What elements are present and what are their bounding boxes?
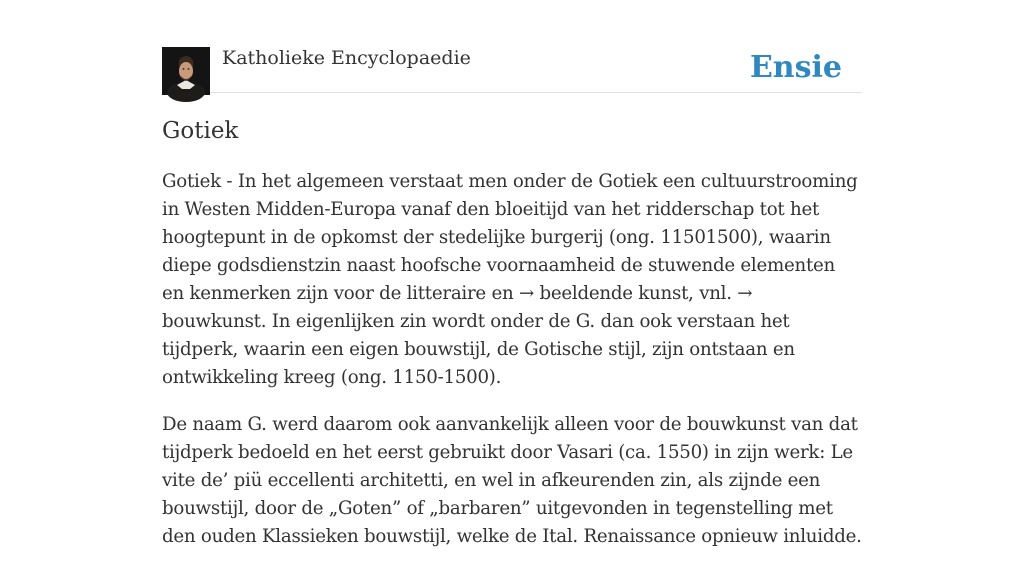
portrait-icon xyxy=(162,47,210,95)
site-header xyxy=(162,46,862,93)
article-paragraph-1: Gotiek - In het algemeen verstaat men onder de Gotiek een cultuurstrooming in Westen Midden-Europa vanaf den bloeitijd van het ridderschap tot het hoogtepunt in de opkomst der stedelijke burgerij (ong. 11501500), waarin diepe godsdienstzin naast hoofsche voornaamheid de stuwende elementen en kenmerken zijn voor de litteraire en → beeldende kunst, vnl. → bouwkunst. In eigenlijken zin wordt onder de G. dan ook verstaan het tijdperk, waarin een eigen bouwstijl, de Gotische stijl, zijn ontstaan en ontwikkeling kreeg (ong. 1150-1500). xyxy=(162,171,858,388)
portrait-avatar[interactable] xyxy=(162,47,210,95)
article-body xyxy=(162,168,862,570)
article-paragraph-2: De naam G. werd daarom ook aanvankelijk alleen voor de bouwkunst van dat tijdperk bedoeld en het eerst gebruikt door Vasari (ca. 1550) in zijn werk: Le vite de’ piü eccellenti architetti, en wel in afkeurenden zin, als zijnde een bouwstijl, door de „Goten” of „barbaren” uitgevonden in tegenstelling met den ouden Klassieken bouwstijl, welke de Ital. Renaissance opnieuw inluidde. xyxy=(162,414,862,547)
site-name[interactable]: Katholieke Encyclopaedie xyxy=(222,47,471,69)
page-title: Gotiek xyxy=(162,118,239,144)
ensie-logo[interactable]: Ensie xyxy=(749,50,842,85)
